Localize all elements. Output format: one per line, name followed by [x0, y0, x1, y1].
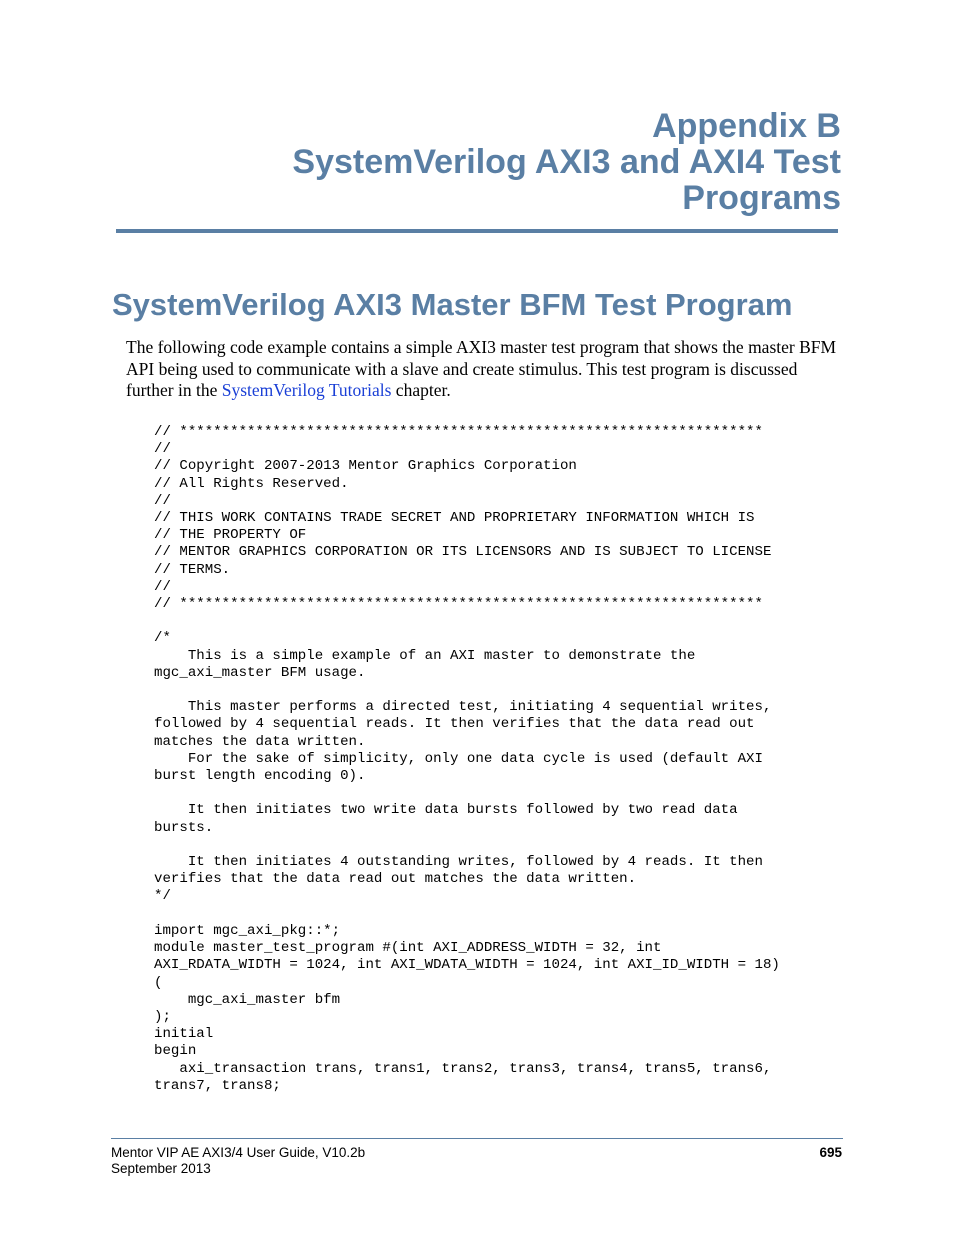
section-heading: SystemVerilog AXI3 Master BFM Test Program [112, 287, 793, 322]
footer-rule [111, 1138, 843, 1139]
chapter-title [292, 108, 841, 216]
intro-text: The following code example contains a simple AXI3 master test program that shows the master BFM API being used to communicate with a slave and create stimulus. This test program is discussed further in the [126, 337, 837, 400]
intro-text-end: chapter. [391, 380, 451, 400]
footer-date: September 2013 [111, 1161, 211, 1176]
footer-guide-title: Mentor VIP AE AXI3/4 User Guide, V10.2b [111, 1145, 366, 1160]
footer-info [111, 1145, 365, 1177]
chapter-title-rule [116, 229, 838, 233]
systemverilog-tutorials-link[interactable]: SystemVerilog Tutorials [221, 380, 392, 400]
chapter-title-line2: SystemVerilog AXI3 and AXI4 Test [292, 143, 841, 181]
chapter-title-line1: Appendix B [652, 107, 841, 145]
code-listing: // ********************************************************************* // // Copyright 2007-2013 Mentor Graphics Corporation // All Rights Reserved. // // THIS WORK CONTAINS TRADE SECRET AND PROPRIETARY INFORMATION WHICH IS // THE PROPERTY OF // MENTOR GRAPHICS CORPORATION OR ITS LICENSORS AND IS SUBJECT TO LICENSE // TERMS. // // ********************************************************************* /* This is a simple example of an AXI master to demonstrate the mgc_axi_master BFM usage. This master performs a directed test, initiating 4 sequential writes, followed by 4 sequential reads. It then verifies that the data read out matches the data written. For the sake of simplicity, only one data cycle is used (default AXI burst length encoding 0). It then initiates two write data bursts followed by two read data bursts. It then initiates 4 outstanding writes, followed by 4 reads. It then verifies that the data read out matches the data written. */ import mgc_axi_pkg::*; module master_test_program #(int AXI_ADDRESS_WIDTH = 32, int AXI_RDATA_WIDTH = 1024, int AXI_WDATA_WIDTH = 1024, int AXI_ID_WIDTH = 18) ( mgc_axi_master bfm ); initial begin axi_transaction trans, trans1, trans2, trans3, trans4, trans5, trans6, trans7, trans8; [154, 424, 780, 1094]
page-number: 695 [819, 1145, 842, 1160]
intro-paragraph [126, 337, 842, 402]
chapter-title-line3: Programs [682, 179, 841, 217]
